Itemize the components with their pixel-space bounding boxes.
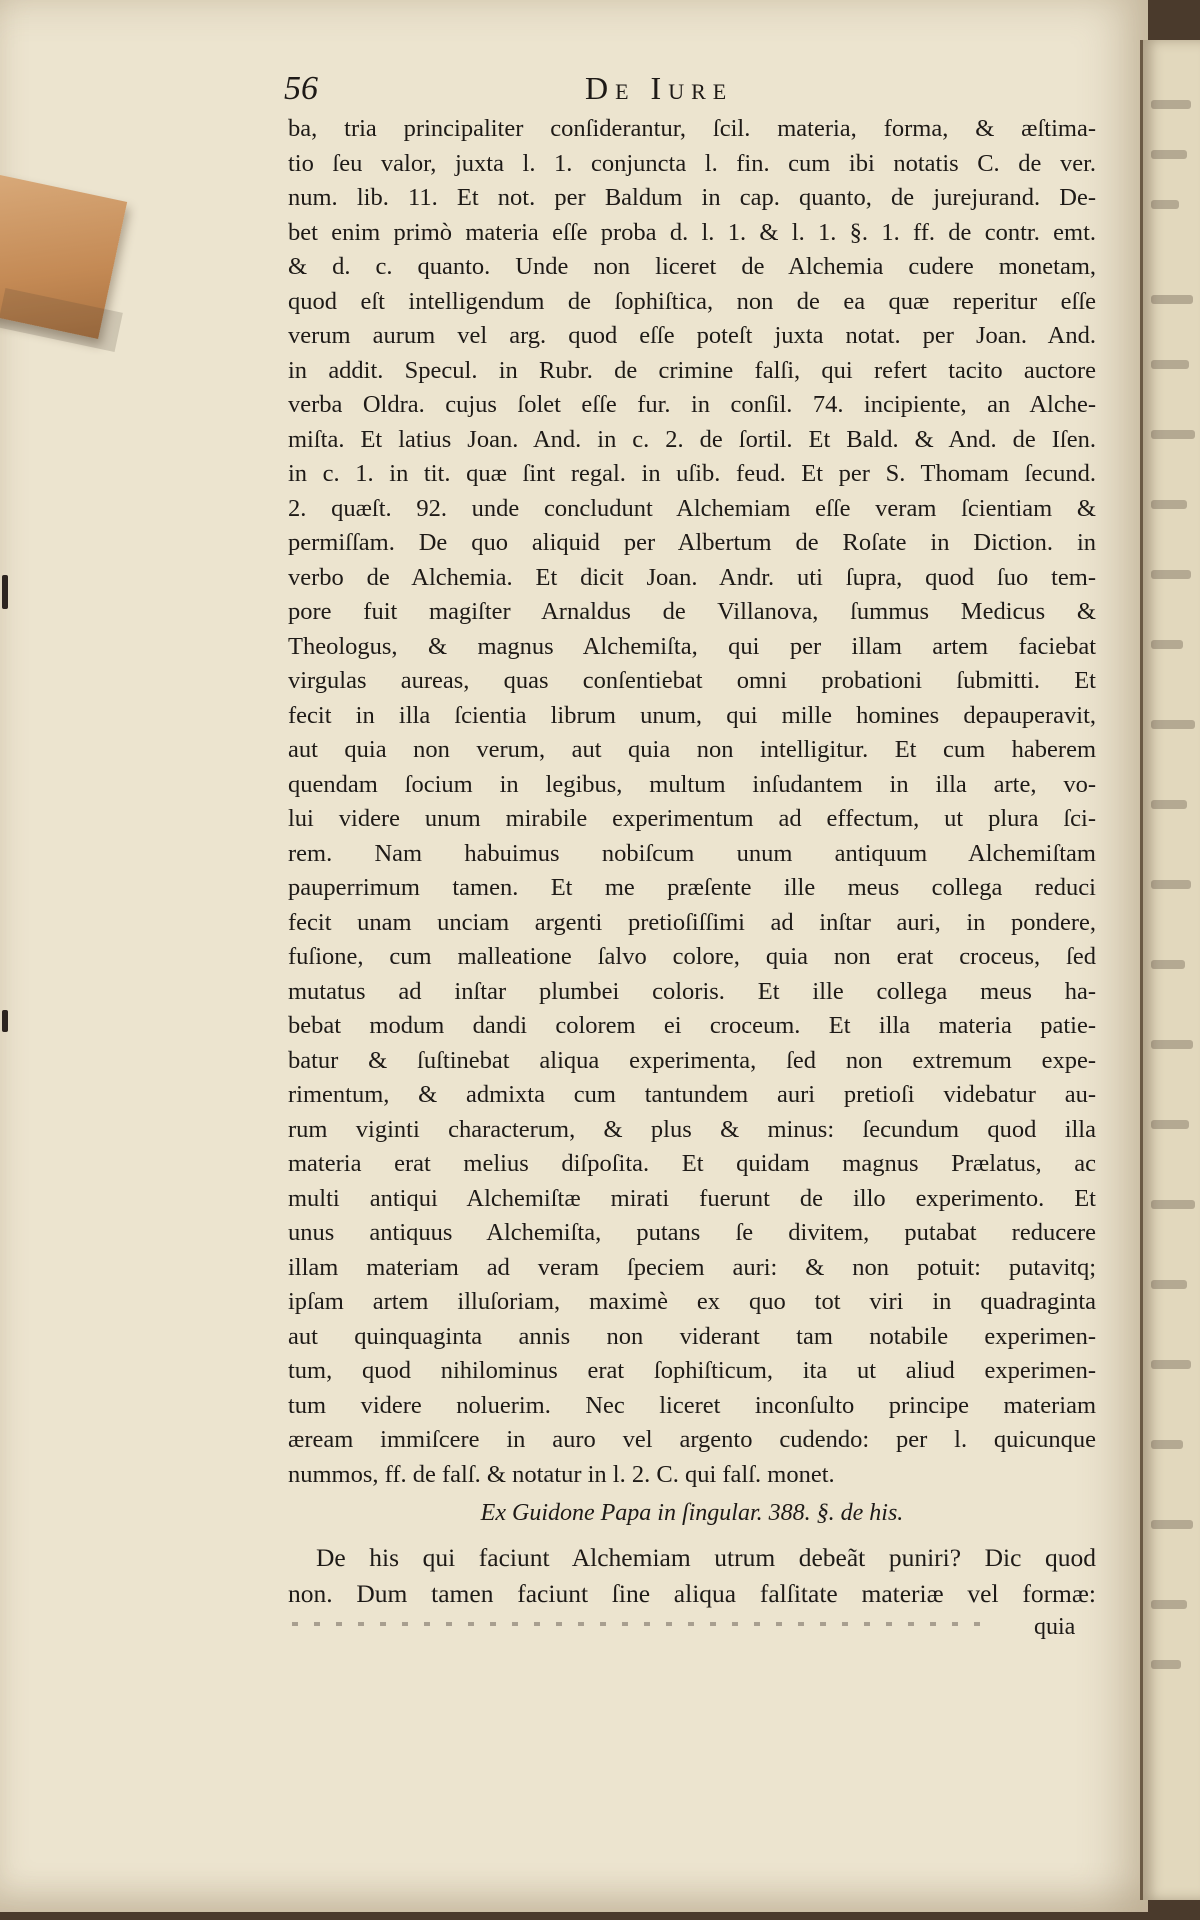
- text-line: rum viginti characterum, & plus & minus: ſecundum quod illa: [288, 1115, 1096, 1143]
- text-line: & d. c. quanto. Unde non liceret de Alchemia cudere monetam,: [288, 253, 1096, 280]
- text-line: num. lib. 11. Et not. per Baldum in cap. quanto, de jurejurand. De-: [288, 184, 1096, 211]
- text-line: multi antiqui Alchemiſtæ mirati fuerunt de illo experimento. Et: [288, 1184, 1096, 1212]
- bleed-through-line: [1151, 295, 1193, 304]
- faded-text-line: [292, 1622, 992, 1626]
- text-line: æream immiſcere in auro vel argento cudendo: per l. quicunque: [288, 1426, 1096, 1453]
- text-line: tio ſeu valor, juxta l. 1. conjuncta l. fin. cum ibi notatis C. de ver.: [288, 149, 1096, 177]
- text-line: pore fuit magiſter Arnaldus de Villanova, ſummus Medicus &: [288, 598, 1096, 625]
- page-header: [280, 70, 1100, 114]
- text-line: De his qui faciunt Alchemiam utrum debeãt puniri? Dic quod: [316, 1543, 1096, 1572]
- text-line: verba Oldra. cujus ſolet eſſe fur. in conſil. 74. incipiente, an Alche-: [288, 391, 1096, 418]
- text-line: Theologus, & magnus Alchemiſta, qui per illam artem faciebat: [288, 632, 1096, 660]
- text-line: rimentum, & admixta cum tantundem auri pretioſi videbatur au-: [288, 1081, 1096, 1108]
- text-line: in c. 1. in tit. quæ ſint regal. in uſib. feud. Et per S. Thomam ſecund.: [288, 460, 1096, 487]
- text-line: fecit in illa ſcientia librum unum, qui mille homines depauperavit,: [288, 701, 1096, 729]
- text-line: aut quinquaginta annis non viderant tam notabile experimen-: [288, 1322, 1096, 1350]
- text-line: aut quia non verum, aut quia non intelligitur. Et cum haberem: [288, 736, 1096, 763]
- bleed-through-line: [1151, 100, 1191, 109]
- running-title: De Iure: [585, 70, 734, 106]
- bleed-through-line: [1151, 430, 1195, 439]
- text-line: unus antiquus Alchemiſta, putans ſe divitem, putabat reducere: [288, 1219, 1096, 1246]
- bleed-through-line: [1151, 150, 1187, 159]
- text-line: mutatus ad inſtar plumbei coloris. Et ille collega meus ha-: [288, 977, 1096, 1005]
- catchword: quia: [1034, 1614, 1076, 1640]
- second-paragraph: [288, 1540, 1096, 1612]
- text-line: in addit. Specul. in Rubr. de crimine falſi, qui refert tacito auctore: [288, 356, 1096, 384]
- text-line: lui videre unum mirabile experimentum ad effectum, ut plura ſci-: [288, 805, 1096, 832]
- text-line: virgulas aureas, quas conſentiebat omni probationi ſubmitti. Et: [288, 667, 1096, 694]
- bleed-through-line: [1151, 1440, 1183, 1449]
- page-number: 56: [284, 70, 318, 107]
- margin-mark: [2, 575, 8, 609]
- main-text-block: [288, 112, 1096, 1492]
- bleed-through-line: [1151, 1200, 1195, 1209]
- text-line: bebat modum dandi colorem ei croceum. Et illa materia patie-: [288, 1012, 1096, 1039]
- bleed-through-line: [1151, 1600, 1187, 1609]
- bleed-through-line: [1151, 1660, 1181, 1669]
- text-line: materia erat melius diſpoſita. Et quidam magnus Prælatus, ac: [288, 1150, 1096, 1177]
- bleed-through-line: [1151, 720, 1195, 729]
- bleed-through-line: [1151, 1280, 1187, 1289]
- text-line: permiſſam. De quo aliquid per Albertum de Roſate in Diction. in: [288, 529, 1096, 556]
- bleed-through-line: [1151, 800, 1187, 809]
- text-line: illam materiam ad veram ſpeciem auri: & non potuit: putavitq;: [288, 1253, 1096, 1281]
- text-line: quendam ſocium in legibus, multum inſudantem in illa arte, vo-: [288, 770, 1096, 798]
- text-line: ipſam artem illuſoriam, maximè ex quo tot viri in quadraginta: [288, 1288, 1096, 1315]
- bleed-through-line: [1151, 500, 1187, 509]
- bleed-through-line: [1151, 960, 1185, 969]
- text-line: pauperrimum tamen. Et me præſente ille meus collega reduci: [288, 874, 1096, 901]
- section-heading: Ex Guidone Papa in ſingular. 388. §. de his.: [480, 1500, 904, 1526]
- bleed-through-line: [1151, 1520, 1193, 1529]
- text-line: ba, tria principaliter conſiderantur, ſcil. materia, forma, & æſtima-: [288, 115, 1096, 142]
- text-line: verbo de Alchemia. Et dicit Joan. Andr. uti ſupra, quod ſuo tem-: [288, 563, 1096, 591]
- text-line: miſta. Et latius Joan. And. in c. 2. de ſortil. Et Bald. & And. de Iſen.: [288, 425, 1096, 453]
- bleed-through-line: [1151, 880, 1191, 889]
- bleed-through-line: [1151, 1120, 1189, 1129]
- text-line: batur & ſuſtinebat aliqua experimenta, ſed non extremum expe-: [288, 1046, 1096, 1074]
- margin-mark: [2, 1010, 8, 1032]
- bleed-through-line: [1151, 1360, 1191, 1369]
- bleed-through-line: [1151, 200, 1179, 209]
- text-line: fuſione, cum malleatione ſalvo colore, quia non erat croceus, ſed: [288, 943, 1096, 970]
- text-line: quod eſt intelligendum de ſophiſtica, non de ea quæ reperitur eſſe: [288, 287, 1096, 315]
- bleed-through-line: [1151, 570, 1191, 579]
- text-line: nummos, ff. de falſ. & notatur in l. 2. C. qui falſ. monet.: [288, 1460, 835, 1488]
- text-line: tum videre noluerim. Nec liceret inconſulto principe materiam: [288, 1391, 1096, 1419]
- facing-page-edge: [1140, 40, 1200, 1900]
- text-line: non. Dum tamen faciunt ſine aliqua falſitate materiæ vel formæ:: [288, 1579, 1096, 1608]
- text-line: bet enim primò materia eſſe proba d. l. 1. & l. 1. §. 1. ff. de contr. emt.: [288, 218, 1096, 246]
- text-line: rem. Nam habuimus nobiſcum unum antiquum Alchemiſtam: [288, 839, 1096, 867]
- bleed-through-line: [1151, 360, 1189, 369]
- bleed-through-line: [1151, 1040, 1193, 1049]
- text-line: tum, quod nihilominus erat ſophiſticum, ita ut aliud experimen-: [288, 1357, 1096, 1384]
- text-line: 2. quæſt. 92. unde concludunt Alchemiam eſſe veram ſcientiam &: [288, 494, 1096, 522]
- text-line: verum aurum vel arg. quod eſſe poteſt juxta notat. per Joan. And.: [288, 322, 1096, 349]
- bleed-through-line: [1151, 640, 1183, 649]
- text-line: fecit unam unciam argenti pretioſiſſimi ad inſtar auri, in pondere,: [288, 908, 1096, 936]
